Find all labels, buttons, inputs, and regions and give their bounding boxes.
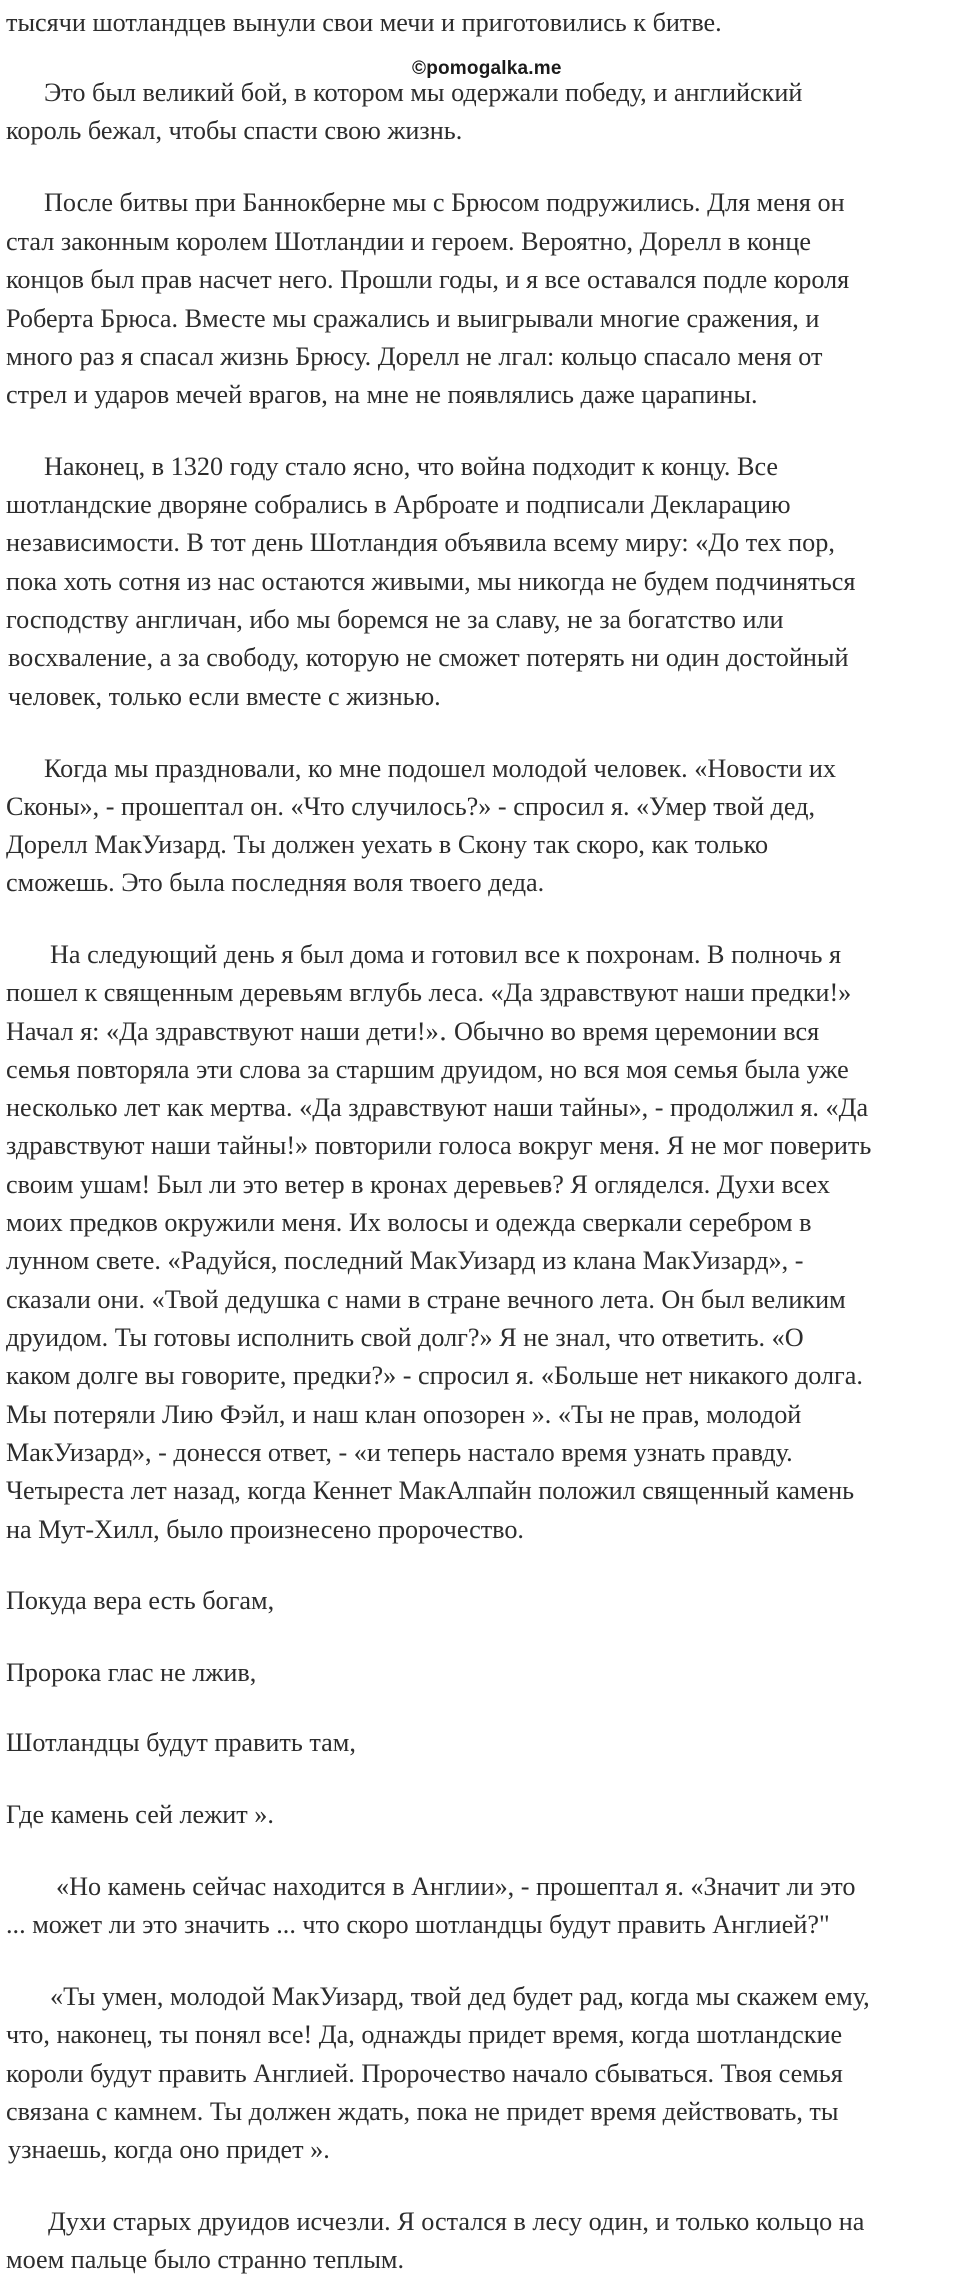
text-line: Начал я: «Да здравствуют наши дети!»․ Обычно во время церемонии вся	[6, 1017, 820, 1046]
watermark: ©pomogalka.me	[412, 58, 562, 79]
text-line: Покуда вера есть богам,	[6, 1586, 275, 1615]
text-line: Роберта Брюса. Вместе мы сражались и выигрывали многие сражения, и	[6, 304, 820, 333]
text-line: тысячи шотландцев вынули свои мечи и приготовились к битве.	[6, 8, 722, 37]
text-line: своим ушам! Был ли это ветер в кронах деревьев? Я огляделся. Духи всех	[6, 1170, 830, 1199]
text-line: узнаешь, когда оно придет ».	[8, 2135, 330, 2164]
text-line: Наконец, в 1320 году стало ясно, что война подходит к концу. Все	[44, 452, 779, 481]
text-line: независимости. В тот день Шотландия объявила всему миру: «До тех пор,	[6, 528, 835, 557]
text-line: стрел и ударов мечей врагов, на мне не появлялись даже царапины.	[6, 380, 758, 409]
text-line: МакУизард», - донесся ответ, - «и теперь настало время узнать правду.	[6, 1438, 793, 1467]
text-line: друидом. Ты готовы исполнить свой долг?» Я не знал, что ответить. «О	[6, 1323, 804, 1352]
text-line: здравствуют наши тайны!» повторили голоса вокруг меня. Я не мог поверить	[6, 1131, 872, 1160]
text-line: Это был великий бой, в котором мы одержали победу, и английский	[44, 78, 803, 107]
text-line: на Мут-Хилл, было произнесено пророчество.	[6, 1515, 524, 1544]
text-line: лунном свете. «Радуйся, последний МакУизард из клана МакУизард», -	[6, 1246, 804, 1275]
text-line: стал законным королем Шотландии и героем. Вероятно, Дорелл в конце	[6, 227, 812, 256]
text-line: концов был прав насчет него. Прошли годы, и я все оставался подле короля	[6, 265, 850, 294]
text-line: господству англичан, ибо мы боремся не за славу, не за богатство или	[6, 605, 784, 634]
text-line: короли будут править Англией. Пророчество начало сбываться. Твоя семья	[6, 2059, 843, 2088]
text-line: сказали они. «Твой дедушка с нами в стране вечного лета. Он был великим	[6, 1285, 846, 1314]
text-line: сможешь. Это была последняя воля твоего деда.	[6, 868, 545, 897]
text-line: много раз я спасал жизнь Брюсу. Дорелл не лгал: кольцо спасало меня от	[6, 342, 823, 371]
text-line: что, наконец, ты понял все! Да, однажды придет время, когда шотландские	[6, 2020, 843, 2049]
text-line: После битвы при Баннокберне мы с Брюсом подружились. Для меня он	[44, 188, 845, 217]
text-line: Дорелл МакУизард. Ты должен уехать в Скону так скоро, как только	[6, 830, 769, 859]
text-line: моем пальце было странно теплым.	[6, 2245, 405, 2274]
text-line: На следующий день я был дома и готовил все к похронам. В полночь я	[50, 940, 842, 969]
text-line: пока хоть сотня из нас остаются живыми, мы никогда не будем подчиняться	[6, 567, 856, 596]
text-line: Мы потеряли Лию Фэйл, и наш клан опозорен ». «Ты не прав, молодой	[6, 1400, 802, 1429]
text-line: Четыреста лет назад, когда Кеннет МакАлпайн положил священный камень	[6, 1476, 855, 1505]
text-line: ... может ли это значить ... что скоро шотландцы будут править Англией?"	[6, 1910, 830, 1939]
text-line: король бежал, чтобы спасти свою жизнь.	[6, 116, 463, 145]
text-line: связана с камнем. Ты должен ждать, пока не придет время действовать, ты	[6, 2097, 839, 2126]
text-line: Духи старых друидов исчезли. Я остался в лесу один, и только кольцо на	[48, 2207, 865, 2236]
text-line: Когда мы праздновали, ко мне подошел молодой человек. «Новости их	[44, 754, 837, 783]
text-line: несколько лет как мертва. «Да здравствуют наши тайны», - продолжил я. «Да	[6, 1093, 869, 1122]
text-line: восхваление, а за свободу, которую не сможет потерять ни один достойный	[8, 643, 849, 672]
text-line: моих предков окружили меня. Их волосы и одежда сверкали серебром в	[6, 1208, 812, 1237]
text-line: человек, только если вместе с жизнью.	[8, 682, 441, 711]
text-line: «Ты умен, молодой МакУизард, твой дед будет рад, когда мы скажем ему,	[50, 1982, 870, 2011]
text-line: семья повторяла эти слова за старшим друидом, но вся моя семья была уже	[6, 1055, 849, 1084]
text-line: Где камень сей лежит ».	[6, 1800, 274, 1829]
text-line: пошел к священным деревьям вглубь леса. «Да здравствуют наши предки!»	[6, 978, 852, 1007]
text-line: шотландские дворяне собрались в Арброате и подписали Декларацию	[6, 490, 791, 519]
text-line: Пророка глас не лжив,	[6, 1658, 257, 1687]
text-line: Шотландцы будут править там,	[6, 1728, 356, 1757]
text-line: каком долге вы говорите, предки?» - спросил я. «Больше нет никакого долга.	[6, 1361, 863, 1390]
text-line: Сконы», - прошептал он. «Что случилось?» - спросил я. «Умер твой дед,	[6, 792, 815, 821]
text-line: «Но камень сейчас находится в Англии», - прошептал я. «Значит ли это	[56, 1872, 856, 1901]
